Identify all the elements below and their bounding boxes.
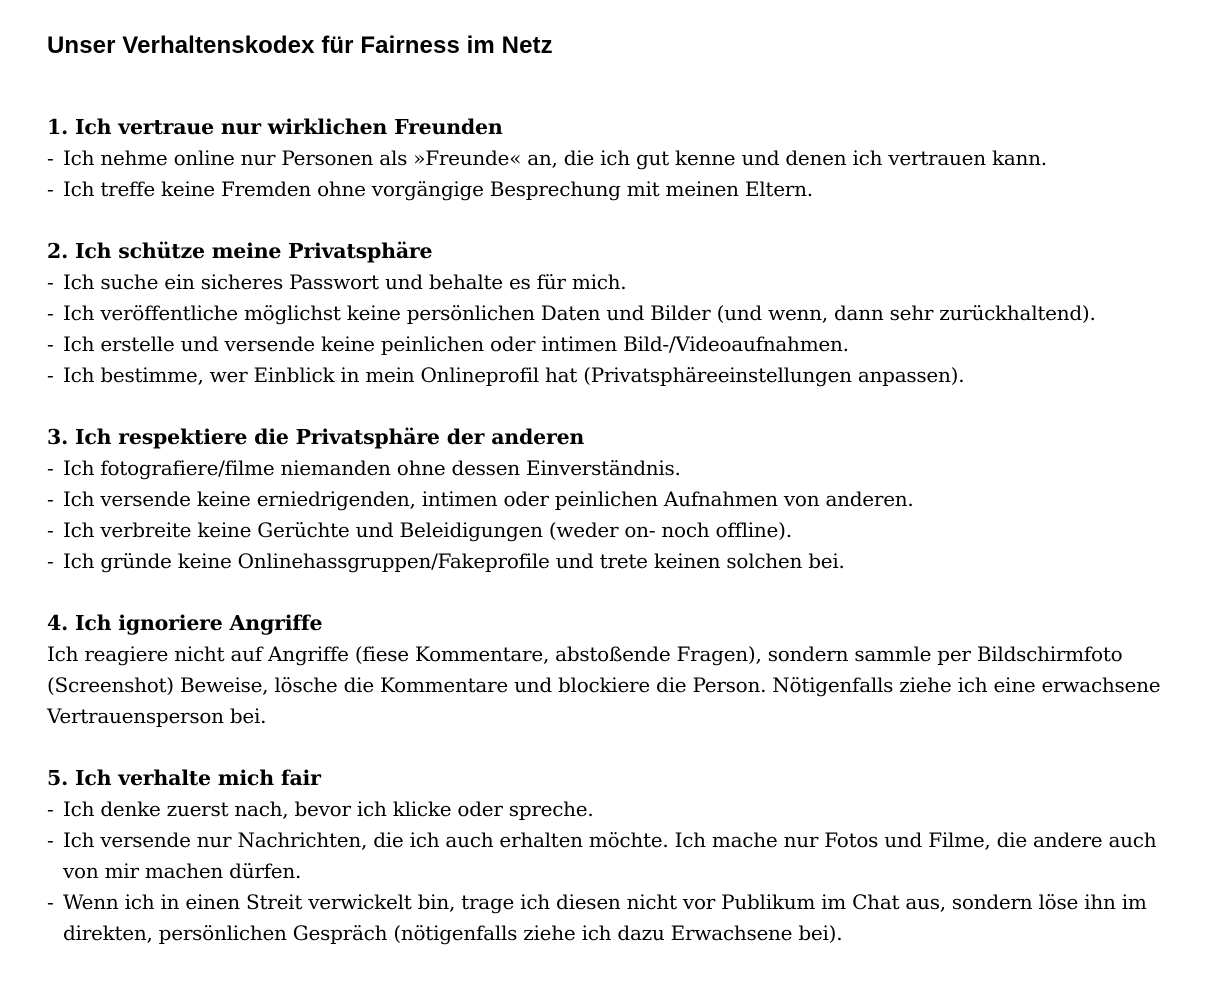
list-item [47, 453, 1217, 484]
list-item-text: Ich nehme online nur Personen als »Freunde« an, die ich gut kenne und denen ich vertrauen kann. [63, 146, 1047, 170]
bullet-dash: - [47, 332, 54, 356]
list-item-text: Ich versende nur Nachrichten, die ich auch erhalten möchte. Ich mache nur Fotos und Filme, die andere auch von mir machen dürfen. [63, 828, 1157, 883]
list-item-text: Ich versende keine erniedrigenden, intimen oder peinlichen Aufnahmen von anderen. [63, 487, 914, 511]
section-heading: 4. Ich ignoriere Angriffe [47, 611, 323, 635]
section-heading: 5. Ich verhalte mich fair [47, 766, 321, 790]
section-trust-friends [47, 112, 1217, 205]
section-privacy [47, 236, 1217, 391]
bullet-dash: - [47, 828, 54, 852]
list-item-text: Ich verbreite keine Gerüchte und Beleidigungen (weder on- noch offline). [63, 518, 792, 542]
bullet-dash: - [47, 177, 54, 201]
list-item [47, 515, 1217, 546]
bullet-dash: - [47, 518, 54, 542]
bullet-dash: - [47, 797, 54, 821]
bullet-list [47, 453, 1217, 577]
bullet-dash: - [47, 301, 54, 325]
list-item-text: Ich denke zuerst nach, bevor ich klicke oder spreche. [63, 797, 594, 821]
list-item-text: Ich erstelle und versende keine peinlichen oder intimen Bild-/Videoaufnahmen. [63, 332, 849, 356]
section-ignore-attacks [47, 608, 1217, 732]
bullet-dash: - [47, 487, 54, 511]
list-item [47, 267, 1217, 298]
bullet-list [47, 143, 1217, 205]
section-behave-fair [47, 763, 1217, 949]
bullet-list [47, 267, 1217, 391]
document-title: Unser Verhaltenskodex für Fairness im Netz [47, 32, 553, 59]
list-item-text: Ich bestimme, wer Einblick in mein Onlineprofil hat (Privatsphäreeinstellungen anpassen). [63, 363, 965, 387]
list-item [47, 887, 1183, 949]
bullet-dash: - [47, 890, 54, 914]
list-item [47, 298, 1183, 329]
section-heading: 1. Ich vertraue nur wirklichen Freunden [47, 115, 503, 139]
list-item-text: Ich treffe keine Fremden ohne vorgängige Besprechung mit meinen Eltern. [63, 177, 813, 201]
bullet-dash: - [47, 270, 54, 294]
list-item-text: Ich suche ein sicheres Passwort und behalte es für mich. [63, 270, 627, 294]
list-item-text: Ich veröffentliche möglichst keine persönlichen Daten und Bilder (und wenn, dann sehr zurückhaltend). [63, 301, 1096, 325]
section-paragraph: Ich reagiere nicht auf Angriffe (fiese Kommentare, abstoßende Fragen), sondern sammle per Bildschirmfoto (Screenshot) Beweise, lösche die Kommentare und blockiere die Person. Nötigenfalls ziehe ich eine erwachsene Vertrauensperson bei. [47, 642, 1161, 728]
section-heading: 2. Ich schütze meine Privatsphäre [47, 239, 433, 263]
section-heading: 3. Ich respektiere die Privatsphäre der anderen [47, 425, 585, 449]
list-item [47, 360, 1217, 391]
list-item [47, 143, 1217, 174]
list-item [47, 329, 1217, 360]
list-item [47, 794, 1217, 825]
list-item [47, 174, 1217, 205]
list-item-text: Ich fotografiere/filme niemanden ohne dessen Einverständnis. [63, 456, 681, 480]
bullet-dash: - [47, 146, 54, 170]
list-item [47, 825, 1183, 887]
list-item [47, 484, 1217, 515]
bullet-dash: - [47, 363, 54, 387]
list-item-text: Ich gründe keine Onlinehassgruppen/Fakeprofile und trete keinen solchen bei. [63, 549, 845, 573]
list-item [47, 546, 1217, 577]
list-item-text: Wenn ich in einen Streit verwickelt bin, trage ich diesen nicht vor Publikum im Chat aus, sondern löse ihn im direkten, persönlichen Gespräch (nötigenfalls ziehe ich dazu Erwachsene bei). [63, 890, 1147, 945]
bullet-list [47, 794, 1217, 949]
section-respect-others [47, 422, 1217, 577]
bullet-dash: - [47, 456, 54, 480]
document [47, 30, 1217, 980]
bullet-dash: - [47, 549, 54, 573]
